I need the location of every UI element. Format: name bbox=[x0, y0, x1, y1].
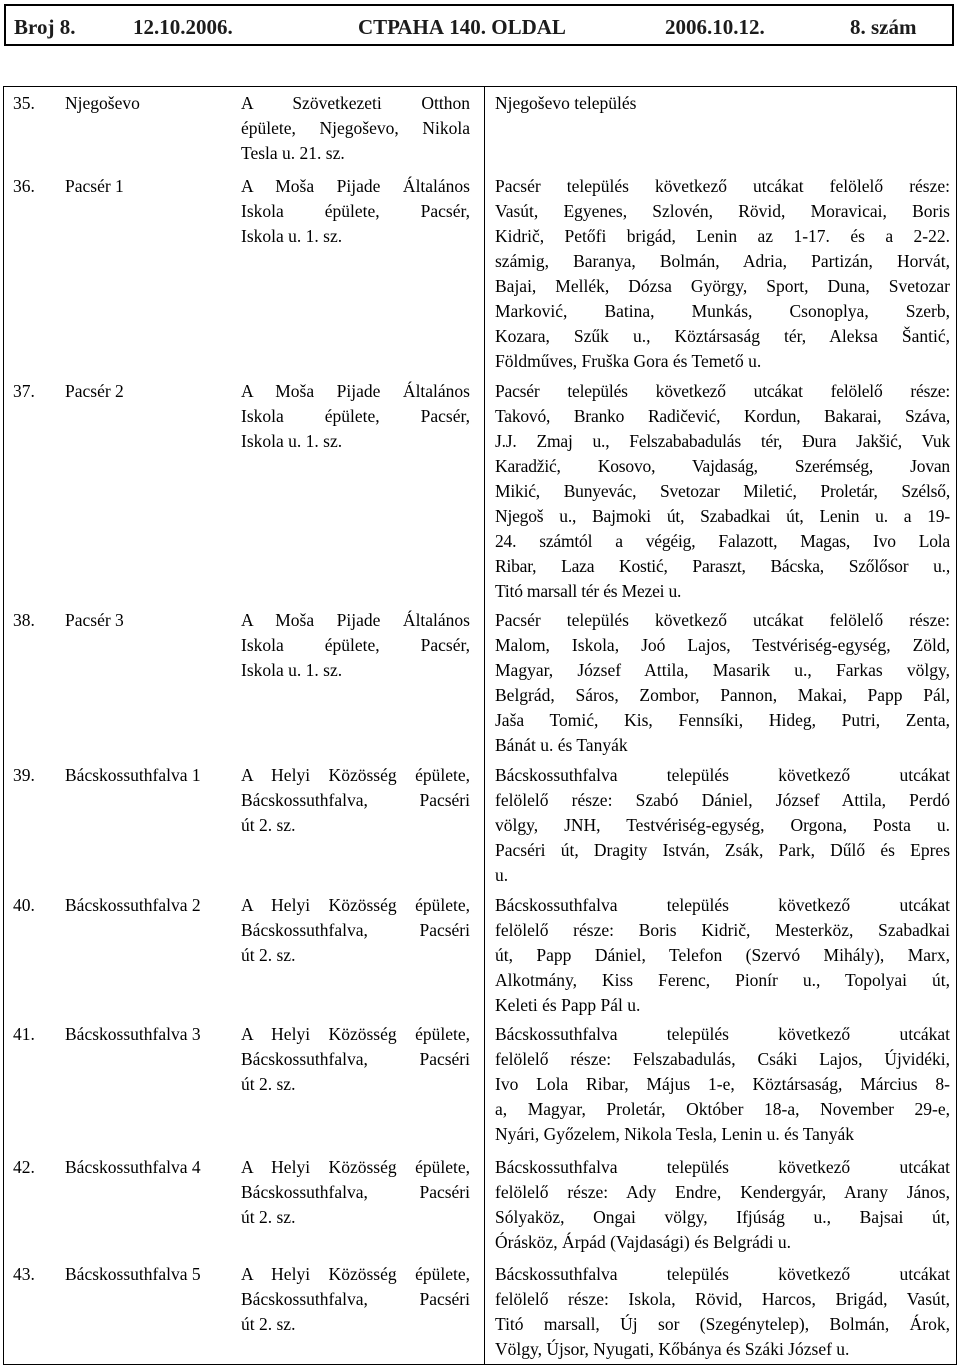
address-line: Iskola épülete, Pacsér, bbox=[241, 635, 470, 655]
address-line: út 2. sz. bbox=[241, 945, 296, 965]
area-line: Alkotmány, Kiss Ferenc, Pionír u., Topolyai út, bbox=[495, 970, 950, 990]
area-line: Pacsér település következő utcákat felölelő része: bbox=[495, 610, 950, 630]
area-line: út, Papp Dániel, Telefon (Szervó Mihály), Marx, bbox=[495, 945, 950, 965]
address-line: út 2. sz. bbox=[241, 815, 296, 835]
address-line: Iskola u. 1. sz. bbox=[241, 226, 343, 246]
issue-number-hu: 8. szám bbox=[850, 15, 917, 39]
area-line: Sólyaköz, Ongai völgy, Ifjúság u., Bajsai út, bbox=[495, 1207, 950, 1227]
unit-address bbox=[241, 91, 470, 166]
area-line: Titó marsall, Új sor (Szegénytelep), Bolmán, Árok, bbox=[495, 1314, 950, 1334]
unit-address bbox=[241, 1262, 470, 1337]
unit-name: Bácskossuthfalva 1 bbox=[65, 765, 201, 785]
area-line: Pacséri út, Dragity István, Zsák, Park, Dűlő és Epres bbox=[495, 840, 950, 860]
unit-area bbox=[495, 608, 950, 758]
address-line: Bácskossuthfalva, Pacséri bbox=[241, 790, 470, 810]
area-line: felölelő része: Boris Kidrič, Mesterköz, Szabadkai bbox=[495, 920, 950, 940]
area-line: felölelő része: Szabó Dániel, József Attila, Perdó bbox=[495, 790, 950, 810]
unit-number: 36. bbox=[13, 176, 35, 196]
issue-date-hu: 2006.10.12. bbox=[665, 15, 765, 39]
area-line: u. bbox=[495, 865, 509, 885]
area-line: Karadžić, Kosovo, Vajdaság, Szerémség, Jovan bbox=[495, 456, 950, 476]
unit-name: Bácskossuthfalva 2 bbox=[65, 895, 201, 915]
unit-address bbox=[241, 608, 470, 683]
unit-number: 35. bbox=[13, 93, 35, 113]
area-line: Magyar, József Attila, Masarik u., Farkas völgy, bbox=[495, 660, 950, 680]
unit-area bbox=[495, 91, 950, 116]
unit-number: 39. bbox=[13, 765, 35, 785]
unit-number: 40. bbox=[13, 895, 35, 915]
area-line: Njegoš u., Bajmoki út, Szabadkai út, Lenin u. a 19- bbox=[495, 506, 950, 526]
address-line: Tesla u. 21. sz. bbox=[241, 143, 345, 163]
unit-name: Bácskossuthfalva 3 bbox=[65, 1024, 201, 1044]
address-line: A Moša Pijade Általános bbox=[241, 176, 470, 196]
issue-date: 12.10.2006. bbox=[133, 15, 233, 39]
unit-name: Njegoševo bbox=[65, 93, 140, 113]
area-line: Jaša Tomić, Kis, Fennsíki, Hideg, Putri, Zenta, bbox=[495, 710, 950, 730]
area-line: Titó marsall tér és Mezei u. bbox=[495, 581, 682, 601]
unit-area bbox=[495, 1022, 950, 1147]
unit-number: 43. bbox=[13, 1264, 35, 1284]
area-line: völgy, JNH, Testvériség-egység, Orgona, Posta u. bbox=[495, 815, 950, 835]
unit-area bbox=[495, 893, 950, 1018]
unit-address bbox=[241, 379, 470, 454]
address-line: Bácskossuthfalva, Pacséri bbox=[241, 920, 470, 940]
address-line: A Helyi Közösség épülete, bbox=[241, 1024, 470, 1044]
unit-name: Pacsér 3 bbox=[65, 610, 124, 630]
unit-name: Bácskossuthfalva 5 bbox=[65, 1264, 201, 1284]
address-line: A Helyi Közösség épülete, bbox=[241, 1157, 470, 1177]
address-line: Iskola épülete, Pacsér, bbox=[241, 201, 470, 221]
address-line: Bácskossuthfalva, Pacséri bbox=[241, 1182, 470, 1202]
address-line: épülete, Njegoševo, Nikola bbox=[241, 118, 470, 138]
area-line: Pacsér település következő utcákat felölelő része: bbox=[495, 176, 950, 196]
address-line: út 2. sz. bbox=[241, 1207, 296, 1227]
unit-number: 42. bbox=[13, 1157, 35, 1177]
unit-name: Pacsér 1 bbox=[65, 176, 124, 196]
address-line: A Helyi Közösség épülete, bbox=[241, 765, 470, 785]
address-line: A Moša Pijade Általános bbox=[241, 381, 470, 401]
unit-area bbox=[495, 174, 950, 374]
unit-name: Pacsér 2 bbox=[65, 381, 124, 401]
area-line: számig, Baranya, Bolmán, Adria, Partizán, Horvát, bbox=[495, 251, 950, 271]
area-line: Bajai, Mellék, Dózsa György, Sport, Duna, Svetozar bbox=[495, 276, 950, 296]
unit-area bbox=[495, 1262, 950, 1362]
address-line: Iskola épülete, Pacsér, bbox=[241, 406, 470, 426]
unit-address bbox=[241, 174, 470, 249]
area-line: Njegoševo település bbox=[495, 93, 637, 113]
unit-address bbox=[241, 893, 470, 968]
area-line: Keleti és Papp Pál u. bbox=[495, 995, 641, 1015]
address-line: Bácskossuthfalva, Pacséri bbox=[241, 1289, 470, 1309]
area-line: felölelő része: Ady Endre, Kendergyár, Arany János, bbox=[495, 1182, 950, 1202]
address-line: út 2. sz. bbox=[241, 1074, 296, 1094]
address-line: A Helyi Közösség épülete, bbox=[241, 895, 470, 915]
unit-address bbox=[241, 1022, 470, 1097]
address-line: út 2. sz. bbox=[241, 1314, 296, 1334]
address-line: Iskola u. 1. sz. bbox=[241, 660, 343, 680]
area-line: Bácskossuthfalva település következő utcákat bbox=[495, 1157, 950, 1177]
area-line: Bácskossuthfalva település következő utcákat bbox=[495, 895, 950, 915]
area-line: felölelő része: Felszabadulás, Csáki Lajos, Újvidéki, bbox=[495, 1049, 950, 1069]
area-line: Vasút, Egyenes, Szlovén, Rövid, Moravicai, Boris bbox=[495, 201, 950, 221]
area-line: Bácskossuthfalva település következő utcákat bbox=[495, 1264, 950, 1284]
area-line: Nyári, Győzelem, Nikola Tesla, Lenin u. és Tanyák bbox=[495, 1124, 854, 1144]
unit-area bbox=[495, 763, 950, 888]
address-line: A Helyi Közösség épülete, bbox=[241, 1264, 470, 1284]
address-line: A Szövetkezeti Otthon bbox=[241, 93, 470, 113]
unit-area bbox=[495, 379, 950, 604]
polling-stations-table bbox=[3, 86, 957, 1365]
area-line: felölelő része: Iskola, Rövid, Harcos, Brigád, Vasút, bbox=[495, 1289, 950, 1309]
page-header bbox=[4, 4, 954, 46]
area-line: Ribar, Laza Kostić, Paraszt, Bácska, Szőlősor u., bbox=[495, 556, 950, 576]
unit-number: 38. bbox=[13, 610, 35, 630]
unit-address bbox=[241, 763, 470, 838]
area-line: Bánát u. és Tanyák bbox=[495, 735, 628, 755]
area-line: Kidrič, Petőfi brigád, Lenin az 1-17. és a 2-22. bbox=[495, 226, 950, 246]
area-line: Mikić, Bunyevác, Svetozar Miletić, Proletár, Szélső, bbox=[495, 481, 950, 501]
address-line: Iskola u. 1. sz. bbox=[241, 431, 343, 451]
unit-area bbox=[495, 1155, 950, 1255]
area-line: Ivo Lola Ribar, Május 1-e, Köztársaság, Március 8- bbox=[495, 1074, 950, 1094]
issue-number: Broj 8. bbox=[14, 15, 76, 39]
area-line: Földműves, Fruška Gora és Temető u. bbox=[495, 351, 762, 371]
unit-name: Bácskossuthfalva 4 bbox=[65, 1157, 201, 1177]
area-line: Völgy, Újsor, Nyugati, Kőbánya és Száki József u. bbox=[495, 1339, 850, 1359]
unit-number: 37. bbox=[13, 381, 35, 401]
page-number: СТРАНА 140. OLDAL bbox=[358, 15, 566, 39]
area-line: Bácskossuthfalva település következő utcákat bbox=[495, 1024, 950, 1044]
area-line: Takovó, Branko Radičević, Kordun, Bakarai, Száva, bbox=[495, 406, 950, 426]
area-line: Marković, Batina, Munkás, Csonoplya, Szerb, bbox=[495, 301, 950, 321]
area-line: Belgrád, Sáros, Zombor, Pannon, Makai, Papp Pál, bbox=[495, 685, 950, 705]
area-line: Malom, Iskola, Joó Lajos, Testvériség-egység, Zöld, bbox=[495, 635, 950, 655]
column-divider bbox=[484, 87, 485, 1364]
area-line: Órásköz, Árpád (Vajdasági) és Belgrádi u. bbox=[495, 1232, 791, 1252]
address-line: A Moša Pijade Általános bbox=[241, 610, 470, 630]
area-line: a, Magyar, Proletár, Október 18-a, November 29-e, bbox=[495, 1099, 950, 1119]
unit-number: 41. bbox=[13, 1024, 35, 1044]
area-line: Bácskossuthfalva település következő utcákat bbox=[495, 765, 950, 785]
area-line: Pacsér település következő utcákat felölelő része: bbox=[495, 381, 950, 401]
address-line: Bácskossuthfalva, Pacséri bbox=[241, 1049, 470, 1069]
area-line: 24. számtól a végéig, Falazott, Magas, Ivo Lola bbox=[495, 531, 950, 551]
area-line: J.J. Zmaj u., Felszababadulás tér, Đura Jakšić, Vuk bbox=[495, 431, 950, 451]
unit-address bbox=[241, 1155, 470, 1230]
area-line: Kozara, Szűk u., Köztársaság tér, Aleksa Šantić, bbox=[495, 326, 950, 346]
